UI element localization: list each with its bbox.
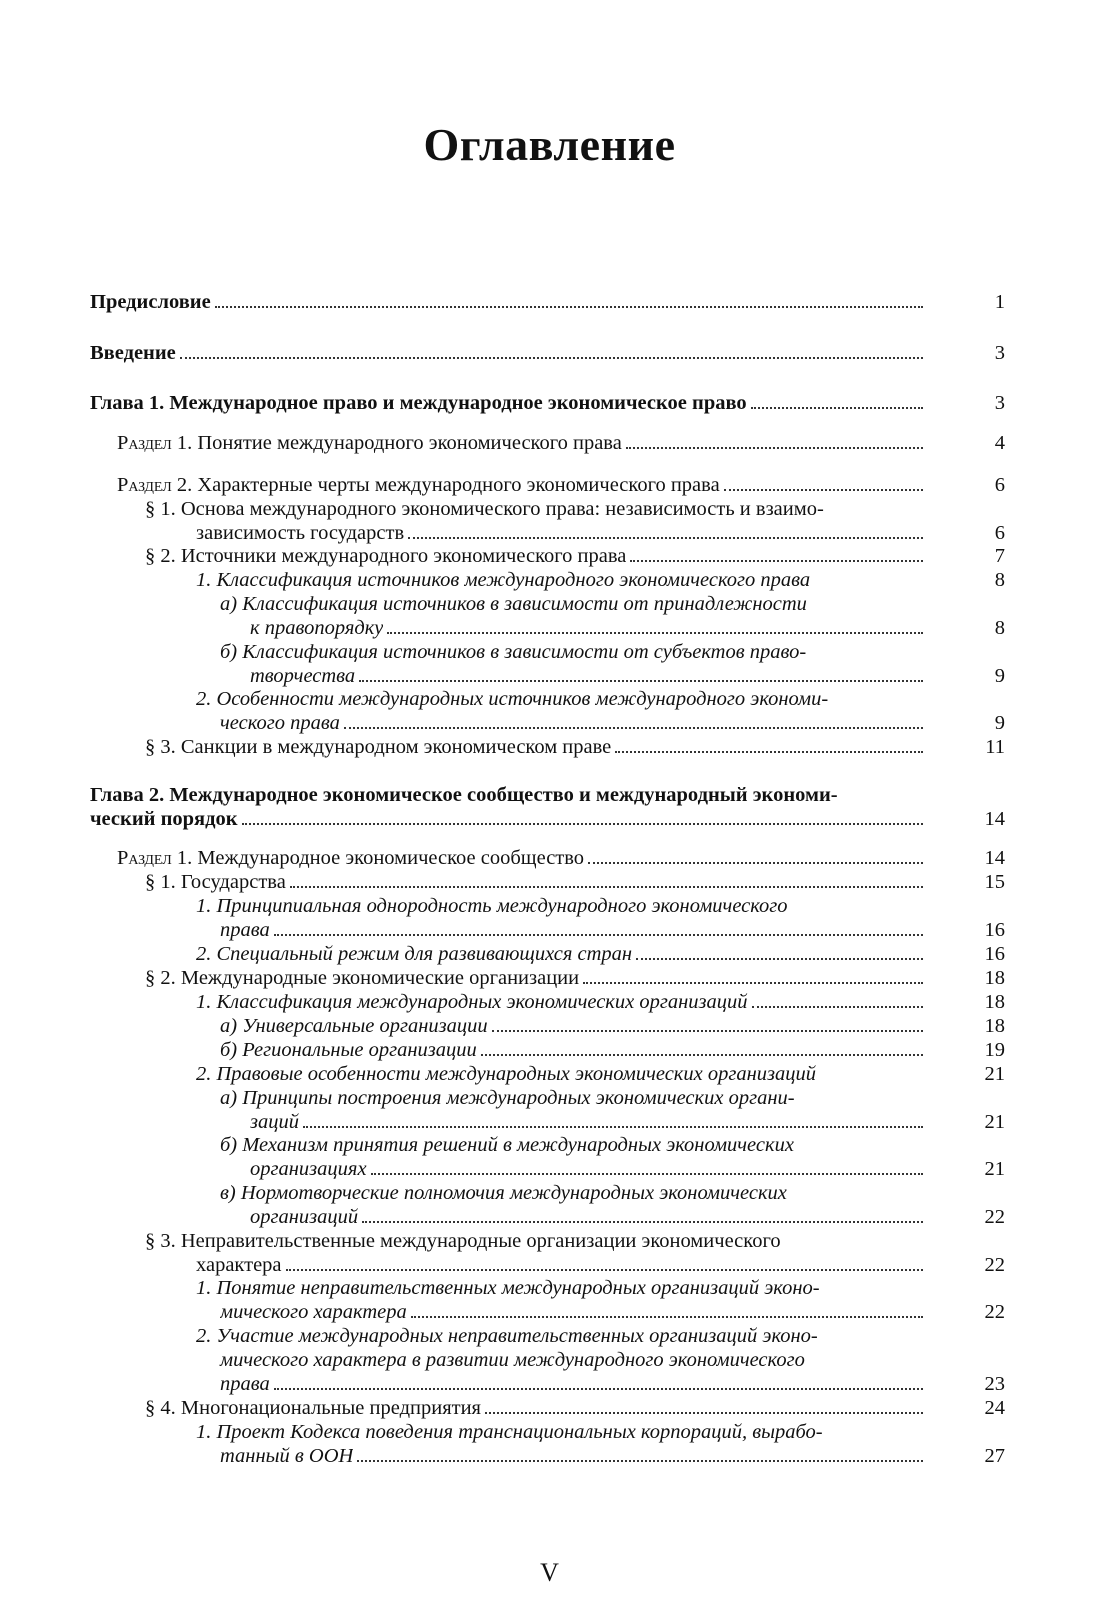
toc-entry-ch1-r2-p2-item-1[interactable] — [196, 568, 1005, 592]
toc-entry-page: 23 — [984, 1373, 1005, 1395]
toc-entry-title-line: зависимость государств — [196, 522, 405, 544]
toc-entry-ch2-p2-item-2c[interactable] — [220, 1181, 1005, 1229]
toc-entry-page: 18 — [984, 991, 1005, 1013]
toc-entry-page: 21 — [984, 1063, 1005, 1085]
toc-entry-ch2-par-1[interactable] — [145, 870, 1005, 894]
toc-entry-title-line: б) Механизм принятия решений в международных экономических — [220, 1134, 794, 1156]
toc-entry-title-line: характера — [196, 1254, 282, 1276]
toc-entry-title-line: заций — [250, 1111, 299, 1133]
toc-entry-title: 2. Правовые особенности международных экономических организаций — [196, 1063, 817, 1085]
toc-entry-title: § 2. Международные экономические организации — [145, 967, 580, 989]
toc-entry-ch2-p1-item-1[interactable] — [196, 894, 1005, 942]
toc-entry-page: 22 — [984, 1254, 1005, 1276]
toc-entry-ch1-section-2[interactable] — [90, 473, 1005, 497]
toc-entry-title-line: творчества — [250, 665, 356, 687]
toc-entry-title: Введение — [90, 342, 176, 364]
toc-entry-title: б) Региональные организации — [220, 1039, 477, 1061]
toc-entry-ch1-r2-p2-item-1a[interactable] — [220, 592, 1005, 640]
toc-entry-title-line: ческий порядок — [90, 808, 238, 830]
toc-entry-ch1-r2-par-2[interactable] — [145, 544, 1005, 568]
toc-entry-ch2-section-1[interactable] — [90, 846, 1005, 870]
toc-entry-page: 24 — [984, 1397, 1005, 1419]
toc-entry-title-line: 2. Участие международных неправительственных организаций эконо- — [196, 1325, 818, 1347]
toc-entry-page: 11 — [985, 736, 1005, 758]
toc-entry-title-line: § 1. Основа международного экономического права: независимость и взаимо- — [145, 498, 824, 520]
toc-entry-title-line: 1. Принципиальная однородность международного экономического — [196, 895, 788, 917]
toc-entry-ch2-par-2[interactable] — [145, 966, 1005, 990]
toc-entry-title: § 2. Источники международного экономического права — [145, 545, 627, 567]
toc-entry-title: Раздел 1. Понятие международного экономического права — [117, 432, 622, 454]
toc-entry-ch2-p2-item-1[interactable] — [196, 990, 1005, 1014]
toc-entry-page: 18 — [984, 967, 1005, 989]
toc-entry-page: 21 — [984, 1158, 1005, 1180]
toc-entry-page: 6 — [994, 522, 1005, 544]
toc-entry-title-line: права — [220, 1373, 270, 1395]
toc-entry-page: 3 — [994, 342, 1005, 364]
toc-entry-page: 15 — [984, 871, 1005, 893]
toc-entry-title: § 4. Многонациональные предприятия — [145, 1397, 481, 1419]
toc-entry-page: 14 — [984, 847, 1005, 869]
toc-entry-ch2-p2-item-2a[interactable] — [220, 1086, 1005, 1134]
toc-entry-title-line: организаций — [250, 1206, 359, 1228]
toc-entry-title-line: б) Классификация источников в зависимости от субъектов право- — [220, 641, 807, 663]
toc-entry-ch1-r2-par-3[interactable] — [145, 735, 1005, 759]
toc-entry-title-line: к правопорядку — [250, 617, 384, 639]
toc-entry-page: 9 — [994, 712, 1005, 734]
toc-entry-ch2-par-3[interactable] — [145, 1229, 1005, 1277]
toc-entry-title: 2. Специальный режим для развивающихся стран — [196, 943, 633, 965]
toc-entry-intro[interactable] — [90, 341, 1005, 365]
toc-entry-title: Раздел 1. Международное экономическое сообщество — [117, 847, 585, 869]
toc-entry-page: 7 — [994, 545, 1005, 567]
toc-entry-preface[interactable] — [90, 290, 1005, 314]
toc-entry-ch2-par-4[interactable] — [145, 1396, 1005, 1420]
toc-entry-title: § 1. Государства — [145, 871, 286, 893]
toc-entry-ch2-p3-item-1[interactable] — [196, 1276, 1005, 1324]
toc-entry-title-line: 1. Понятие неправительственных международных организаций эконо- — [196, 1277, 820, 1299]
toc-entry-title-line: в) Нормотворческие полномочия международных экономических — [220, 1182, 787, 1204]
toc-entry-title-line: права — [220, 919, 270, 941]
toc-entry-page: 18 — [984, 1015, 1005, 1037]
toc-entry-page: 8 — [994, 617, 1005, 639]
toc-entry-title-line: мического характера — [220, 1301, 407, 1323]
toc-entry-page: 22 — [984, 1206, 1005, 1228]
page-title: Оглавление — [423, 119, 676, 170]
toc-entry-ch1-r2-p2-item-2[interactable] — [196, 687, 1005, 735]
toc-entry-title: 1. Классификация источников международного экономического права — [196, 569, 811, 591]
toc-entry-page: 9 — [994, 665, 1005, 687]
toc-entry-title-line: мического характера в развитии международного экономического — [220, 1349, 805, 1371]
toc-entry-page: 22 — [984, 1301, 1005, 1323]
toc-entry-title-line: танный в ООН — [220, 1445, 354, 1467]
toc-entry-ch1-section-1[interactable] — [90, 431, 1005, 455]
toc-entry-title-line: 1. Проект Кодекса поведения транснациональных корпораций, вырабо- — [196, 1421, 823, 1443]
toc-entry-page: 21 — [984, 1111, 1005, 1133]
toc-entry-ch2-p2-item-1a[interactable] — [220, 1014, 1005, 1038]
toc-entry-ch1-r2-p2-item-1b[interactable] — [220, 640, 1005, 688]
toc-entry-title-line: а) Принципы построения международных экономических органи- — [220, 1087, 795, 1109]
toc-entry-ch2-p3-item-2[interactable] — [196, 1324, 1005, 1396]
toc-entry-title: Глава 1. Международное право и международное экономическое право — [90, 392, 747, 414]
toc-entry-ch2-p2-item-2b[interactable] — [220, 1133, 1005, 1181]
toc-entry-title: 1. Классификация международных экономических организаций — [196, 991, 748, 1013]
toc-entry-page: 27 — [984, 1445, 1005, 1467]
toc-entry-title-line: 2. Особенности международных источников международного экономи- — [196, 688, 829, 710]
toc-entry-page: 4 — [994, 432, 1005, 454]
toc-entry-chapter-1[interactable] — [90, 391, 1005, 415]
toc-entry-title-line: Глава 2. Международное экономическое сообщество и международный экономи- — [90, 784, 838, 806]
toc-entry-page: 16 — [984, 919, 1005, 941]
toc-entry-title: Предисловие — [90, 291, 211, 313]
toc-entry-ch2-p2-item-2[interactable] — [196, 1062, 1005, 1086]
toc-entry-page: 8 — [994, 569, 1005, 591]
toc-entry-page: 3 — [994, 392, 1005, 414]
page-number-footer: V — [540, 1558, 559, 1587]
toc-entry-page: 19 — [984, 1039, 1005, 1061]
toc-entry-title-line: ческого права — [220, 712, 340, 734]
toc-entry-page: 14 — [984, 808, 1005, 830]
toc-entry-page: 6 — [994, 474, 1005, 496]
toc-entry-title-line: § 3. Неправительственные международные организации экономического — [145, 1230, 781, 1252]
toc-entry-ch1-r2-par-1[interactable] — [145, 497, 1005, 545]
toc-entry-title: § 3. Санкции в международном экономическом праве — [145, 736, 612, 758]
toc-entry-ch2-p2-item-1b[interactable] — [220, 1038, 1005, 1062]
toc-entry-title: Раздел 2. Характерные черты международного экономического права — [117, 474, 720, 496]
toc-entry-page: 16 — [984, 943, 1005, 965]
toc-entry-ch2-p1-item-2[interactable] — [196, 942, 1005, 966]
toc-entry-title-line: а) Классификация источников в зависимости от принадлежности — [220, 593, 807, 615]
toc-entry-page: 1 — [994, 291, 1005, 313]
toc-entry-ch2-p4-item-1[interactable] — [196, 1420, 1005, 1468]
toc-entry-chapter-2[interactable] — [90, 783, 1005, 831]
toc-entry-title: а) Универсальные организации — [220, 1015, 488, 1037]
toc-entry-title-line: организациях — [250, 1158, 367, 1180]
